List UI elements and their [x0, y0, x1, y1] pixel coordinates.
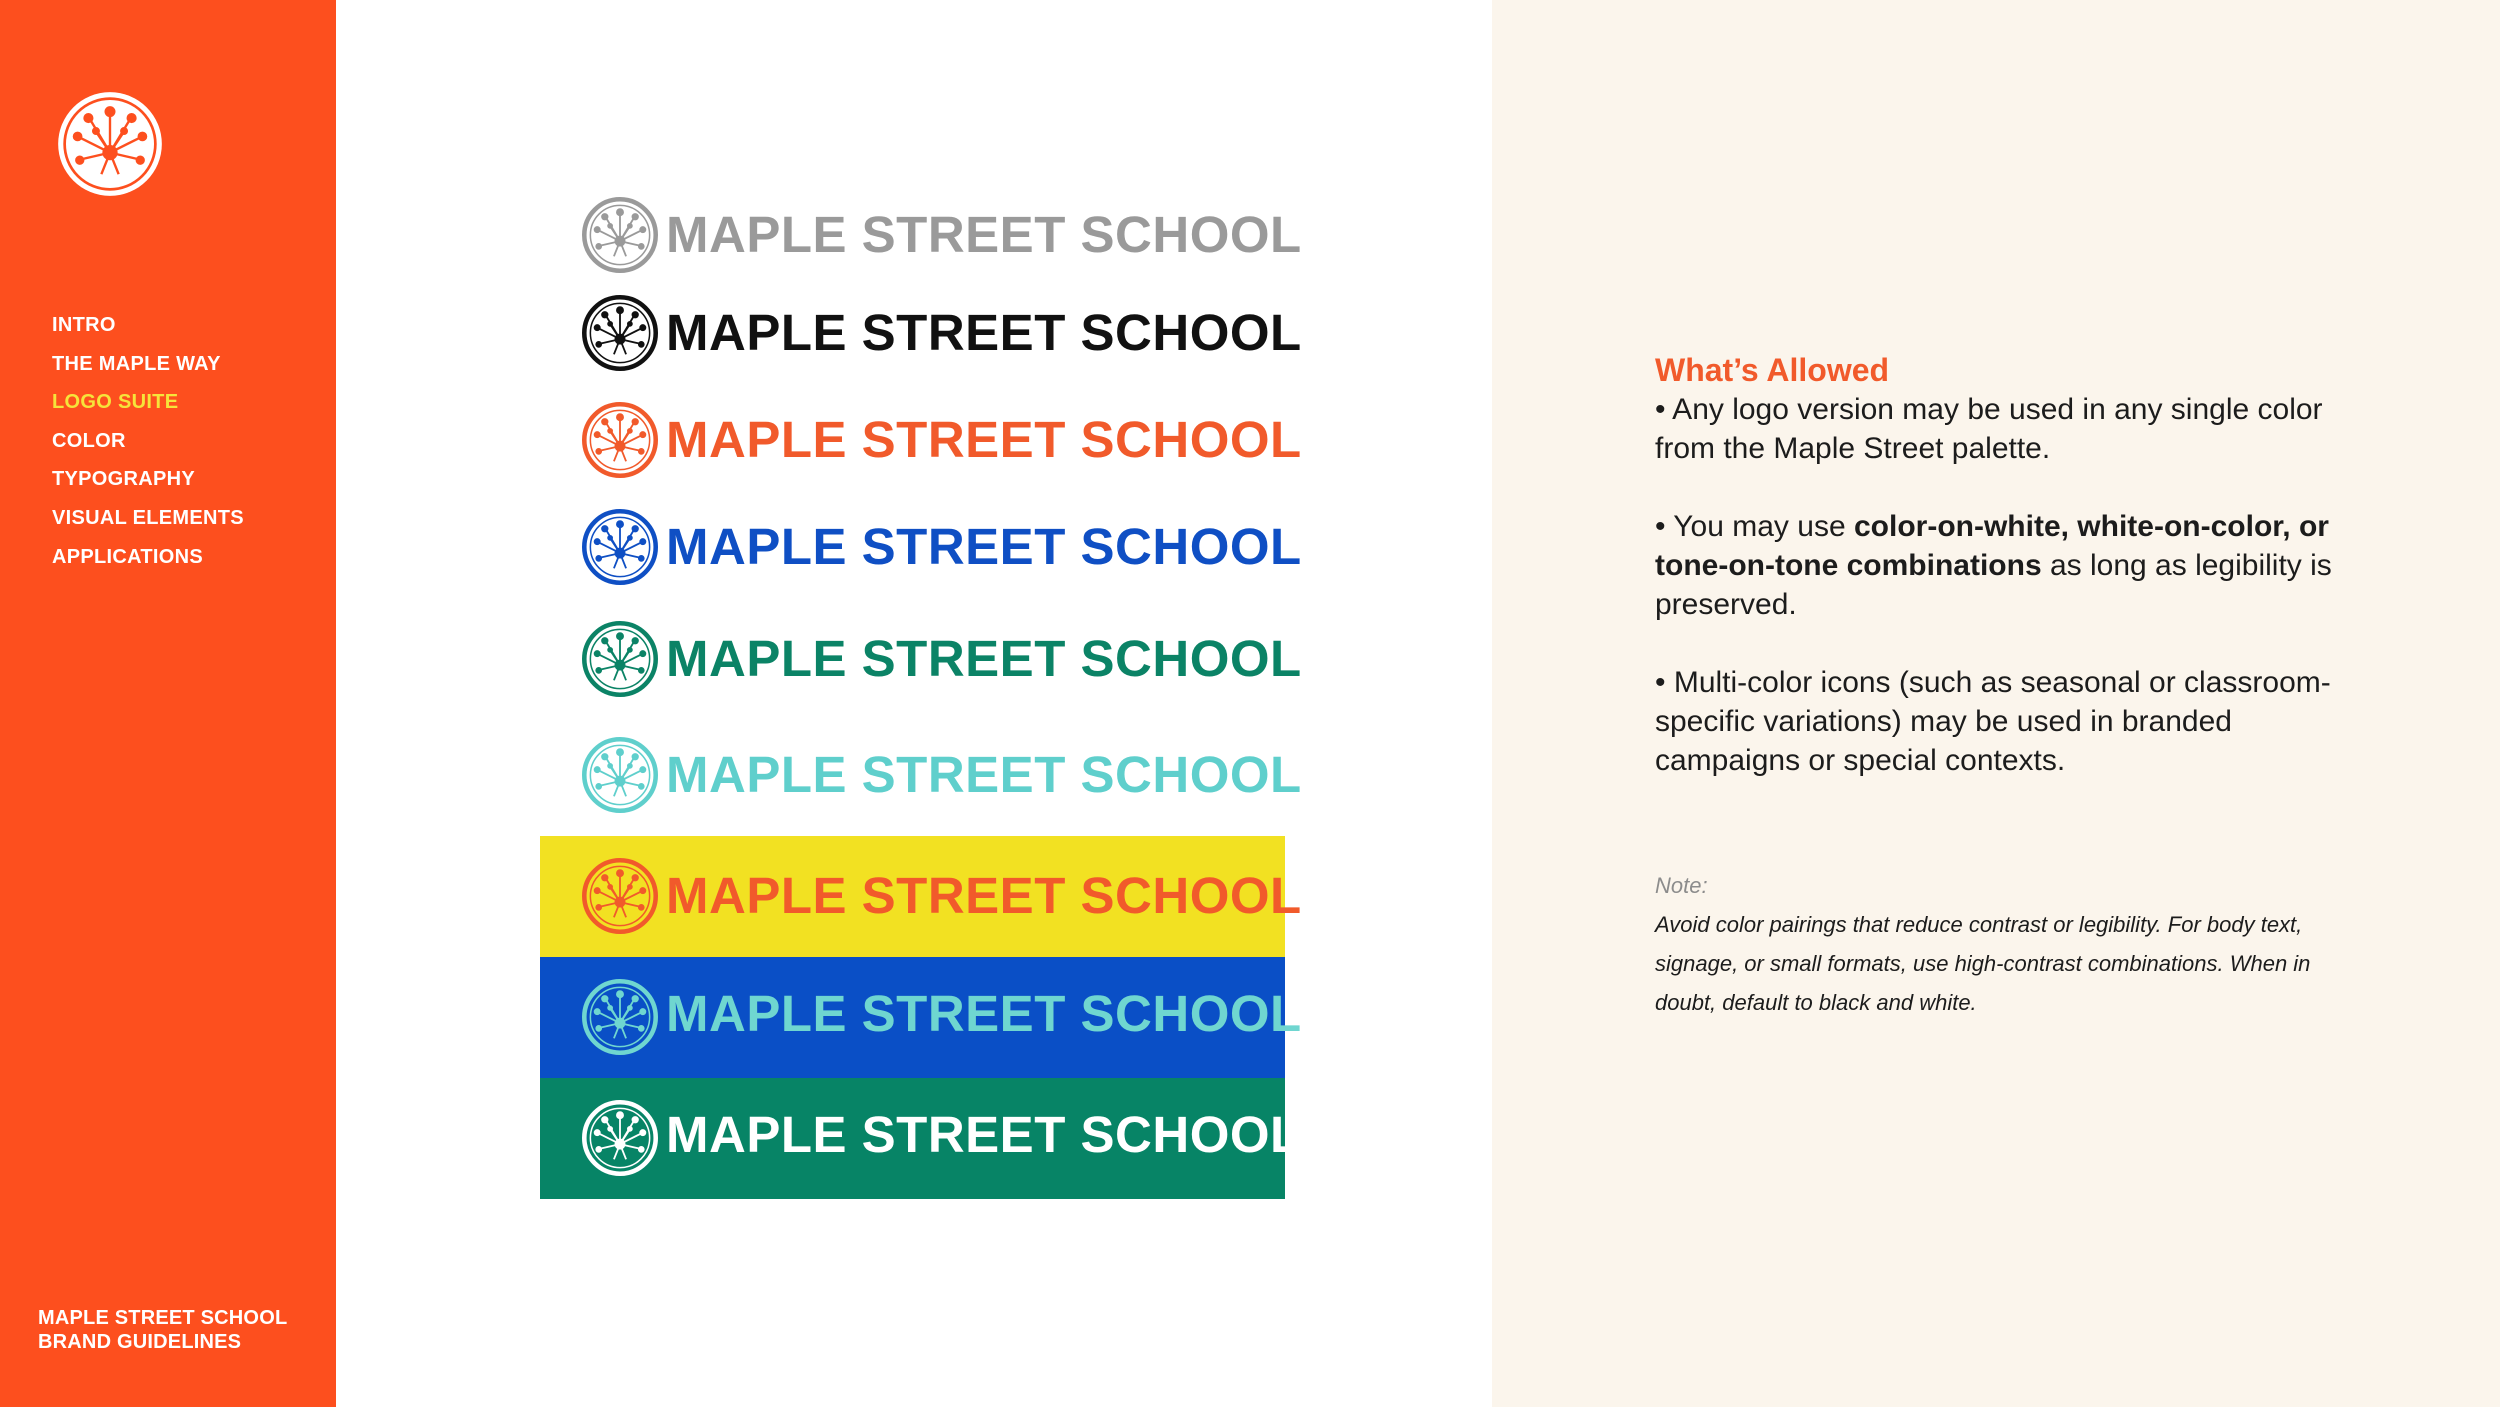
logo-variant-orange — [540, 390, 1302, 490]
logo-variant-teal — [540, 725, 1302, 825]
logo-mark-icon — [582, 295, 658, 371]
logo-mark-icon — [582, 979, 658, 1055]
footer-school-name: MAPLE STREET SCHOOL — [38, 1307, 288, 1329]
nav-item-typography[interactable]: TYPOGRAPHY — [52, 468, 196, 491]
whats-allowed-section — [1655, 350, 2375, 819]
logo-mark-icon — [582, 402, 658, 478]
logo-mark-icon — [582, 737, 658, 813]
logo-variant-gray — [540, 185, 1302, 285]
logo-mark-icon — [582, 509, 658, 585]
logo-mark-icon — [582, 858, 658, 934]
bullet-suffix: as long as legibility is preserved. — [1655, 549, 2332, 621]
nav-item-intro[interactable]: INTRO — [52, 314, 116, 336]
logo-mark-icon — [582, 1100, 658, 1176]
section-title: What’s Allowed — [1655, 352, 1890, 388]
logo-mark-icon — [582, 197, 658, 273]
logo-wordmark: MAPLE STREET SCHOOL — [666, 1106, 1302, 1163]
nav-item-the-maple-way[interactable]: THE MAPLE WAY — [52, 352, 221, 375]
nav-item-logo-suite[interactable]: LOGO SUITE — [52, 391, 179, 414]
note-label: Note: — [1655, 873, 1708, 898]
logo-wordmark: MAPLE STREET SCHOOL — [666, 304, 1302, 361]
section-nav — [52, 306, 244, 576]
nav-item-color[interactable]: COLOR — [52, 429, 126, 452]
sidebar — [0, 0, 336, 1407]
logo-wordmark: MAPLE STREET SCHOOL — [666, 867, 1302, 924]
dandelion-seed-logo-icon — [56, 90, 164, 198]
logo-wordmark: MAPLE STREET SCHOOL — [666, 206, 1302, 263]
note-text: Avoid color pairings that reduce contrast or legibility. For body text, signage, or small formats, use high-contrast combinations. When in doubt, default to black and white. — [1655, 912, 2311, 1015]
logo-variant-green — [540, 609, 1302, 709]
footer-doc-title: BRAND GUIDELINES — [38, 1331, 242, 1353]
bullet-emphasis: color-on-white, white-on-color, or tone-on-tone combinations — [1655, 510, 2329, 582]
bullet-prefix: • You may use — [1655, 510, 1854, 543]
logo-wordmark: MAPLE STREET SCHOOL — [666, 985, 1302, 1042]
bullet-combinations — [1655, 507, 2375, 624]
logo-wordmark: MAPLE STREET SCHOOL — [666, 746, 1302, 803]
logo-wordmark: MAPLE STREET SCHOOL — [666, 411, 1302, 468]
logo-wordmark: MAPLE STREET SCHOOL — [666, 630, 1302, 687]
logo-variant-white-on-green — [540, 1078, 1302, 1199]
note-block — [1655, 866, 2375, 1022]
nav-item-visual-elements[interactable]: VISUAL ELEMENTS — [52, 506, 244, 529]
logo-variant-teal-on-blue — [540, 957, 1302, 1078]
guidance-panel — [1492, 0, 2500, 1407]
logo-variant-orange-on-yellow — [540, 836, 1302, 957]
bullet-single-color: • Any logo version may be used in any single color from the Maple Street palette. — [1655, 393, 2323, 465]
sidebar-footer — [38, 1306, 287, 1354]
logo-variant-black — [540, 283, 1302, 383]
logo-variant-blue — [540, 497, 1302, 597]
logo-mark-icon — [582, 621, 658, 697]
logo-wordmark: MAPLE STREET SCHOOL — [666, 518, 1302, 575]
bullet-multicolor-icons: • Multi-color icons (such as seasonal or classroom-specific variations) may be used in branded campaigns or special contexts. — [1655, 666, 2331, 777]
nav-item-applications[interactable]: APPLICATIONS — [52, 545, 204, 568]
